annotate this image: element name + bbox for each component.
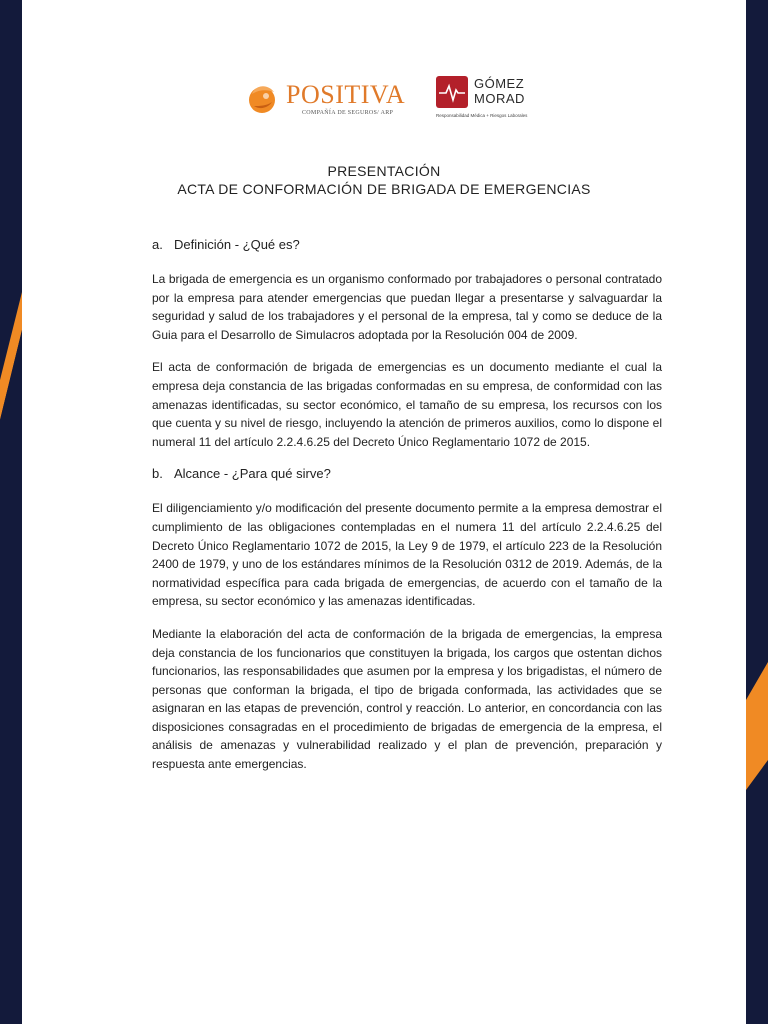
left-decorative-band xyxy=(0,0,22,1024)
positiva-tagline: COMPAÑÍA DE SEGUROS/ ARP xyxy=(302,110,394,116)
right-decorative-band xyxy=(746,0,768,1024)
section-a-title: Definición - ¿Qué es? xyxy=(174,237,300,252)
heartbeat-icon xyxy=(436,76,468,108)
section-b-paragraph-2: Mediante la elaboración del acta de conformación de la brigada de emergencias, la empresa deja constancia de los funcionarios que constituyen la brigada, los cargos que ostentan dichos funcionarios, las responsabilidades que asumen por la empresa y los brigadistas, el número de personas que conforman la brigada, el tipo de brigada conformada, las actividades que se asignaran en las etapas de prevención, control y reacción. Lo anterior, en concordancia con las disposiciones consagradas en el procedimiento de brigadas de emergencia de la empresa, el análisis de amenazas y vulnerabilidad realizado y el plan de prevención, preparación y respuesta ante emergencias. xyxy=(152,626,662,772)
section-a-paragraph-1: La brigada de emergencia es un organismo conformado por trabajadores o personal contratado por la empresa para atender emergencias que puedan llegar a presentarse y salvaguardar la seguridad y salud de los trabajadores y el personal de la empresa, tal y como se deduce de la Guia para el Desarrollo de Simulacros adoptada por la Resolución 004 de 2009. xyxy=(152,272,662,342)
section-a-heading xyxy=(152,236,662,254)
document-title xyxy=(0,162,768,198)
section-b-heading xyxy=(152,465,662,483)
title-acta: ACTA DE CONFORMACIÓN DE BRIGADA DE EMERGENCIAS xyxy=(177,181,591,197)
gomez-line2: MORAD xyxy=(474,91,525,106)
section-b-letter: b. xyxy=(152,466,163,482)
positiva-name: POSITIVA xyxy=(286,80,406,109)
positiva-mark-icon xyxy=(244,80,280,116)
section-a-letter: a. xyxy=(152,237,163,252)
gomez-line1: GÓMEZ xyxy=(474,76,525,91)
gomez-morad-name xyxy=(474,76,525,106)
gomez-tagline: Responsabilidad Médica + Riesgos Laborales xyxy=(436,113,528,118)
title-presentacion: PRESENTACIÓN xyxy=(327,163,441,179)
document-body xyxy=(152,236,662,788)
section-a-paragraph-2: El acta de conformación de brigada de emergencias es un documento mediante el cual la empresa deja constancia de las brigadas conformadas en su empresa, de conformidad con las amenazas identificadas, su sector económico, el tamaño de su empresa, los recursos con los que cuenta y su nivel de riesgo, incluyendo la atención de primeros auxilios, como lo dispone el numeral 11 del artículo 2.2.4.6.25 del Decreto Único Reglamentario 1072 de 2015. xyxy=(152,360,662,449)
section-b-paragraph-1: El diligenciamiento y/o modificación del presente documento permite a la empresa demostrar el cumplimiento de las obligaciones contempladas en el numera 11 del artículo 2.2.4.6.25 del Decreto Único Reglamentario 1072 de 2015, la Ley 9 de 1979, el artículo 223 de la Resolución 2400 de 1979, y uno de los estándares mínimos de la Resolución 0312 de 2019. Además, de la normatividad específica para cada brigada de emergencias, de acuerdo con el tamaño de la empresa, su sector económico y las amenazas identificadas. xyxy=(152,501,662,609)
section-b-title: Alcance - ¿Para qué sirve? xyxy=(174,466,331,482)
